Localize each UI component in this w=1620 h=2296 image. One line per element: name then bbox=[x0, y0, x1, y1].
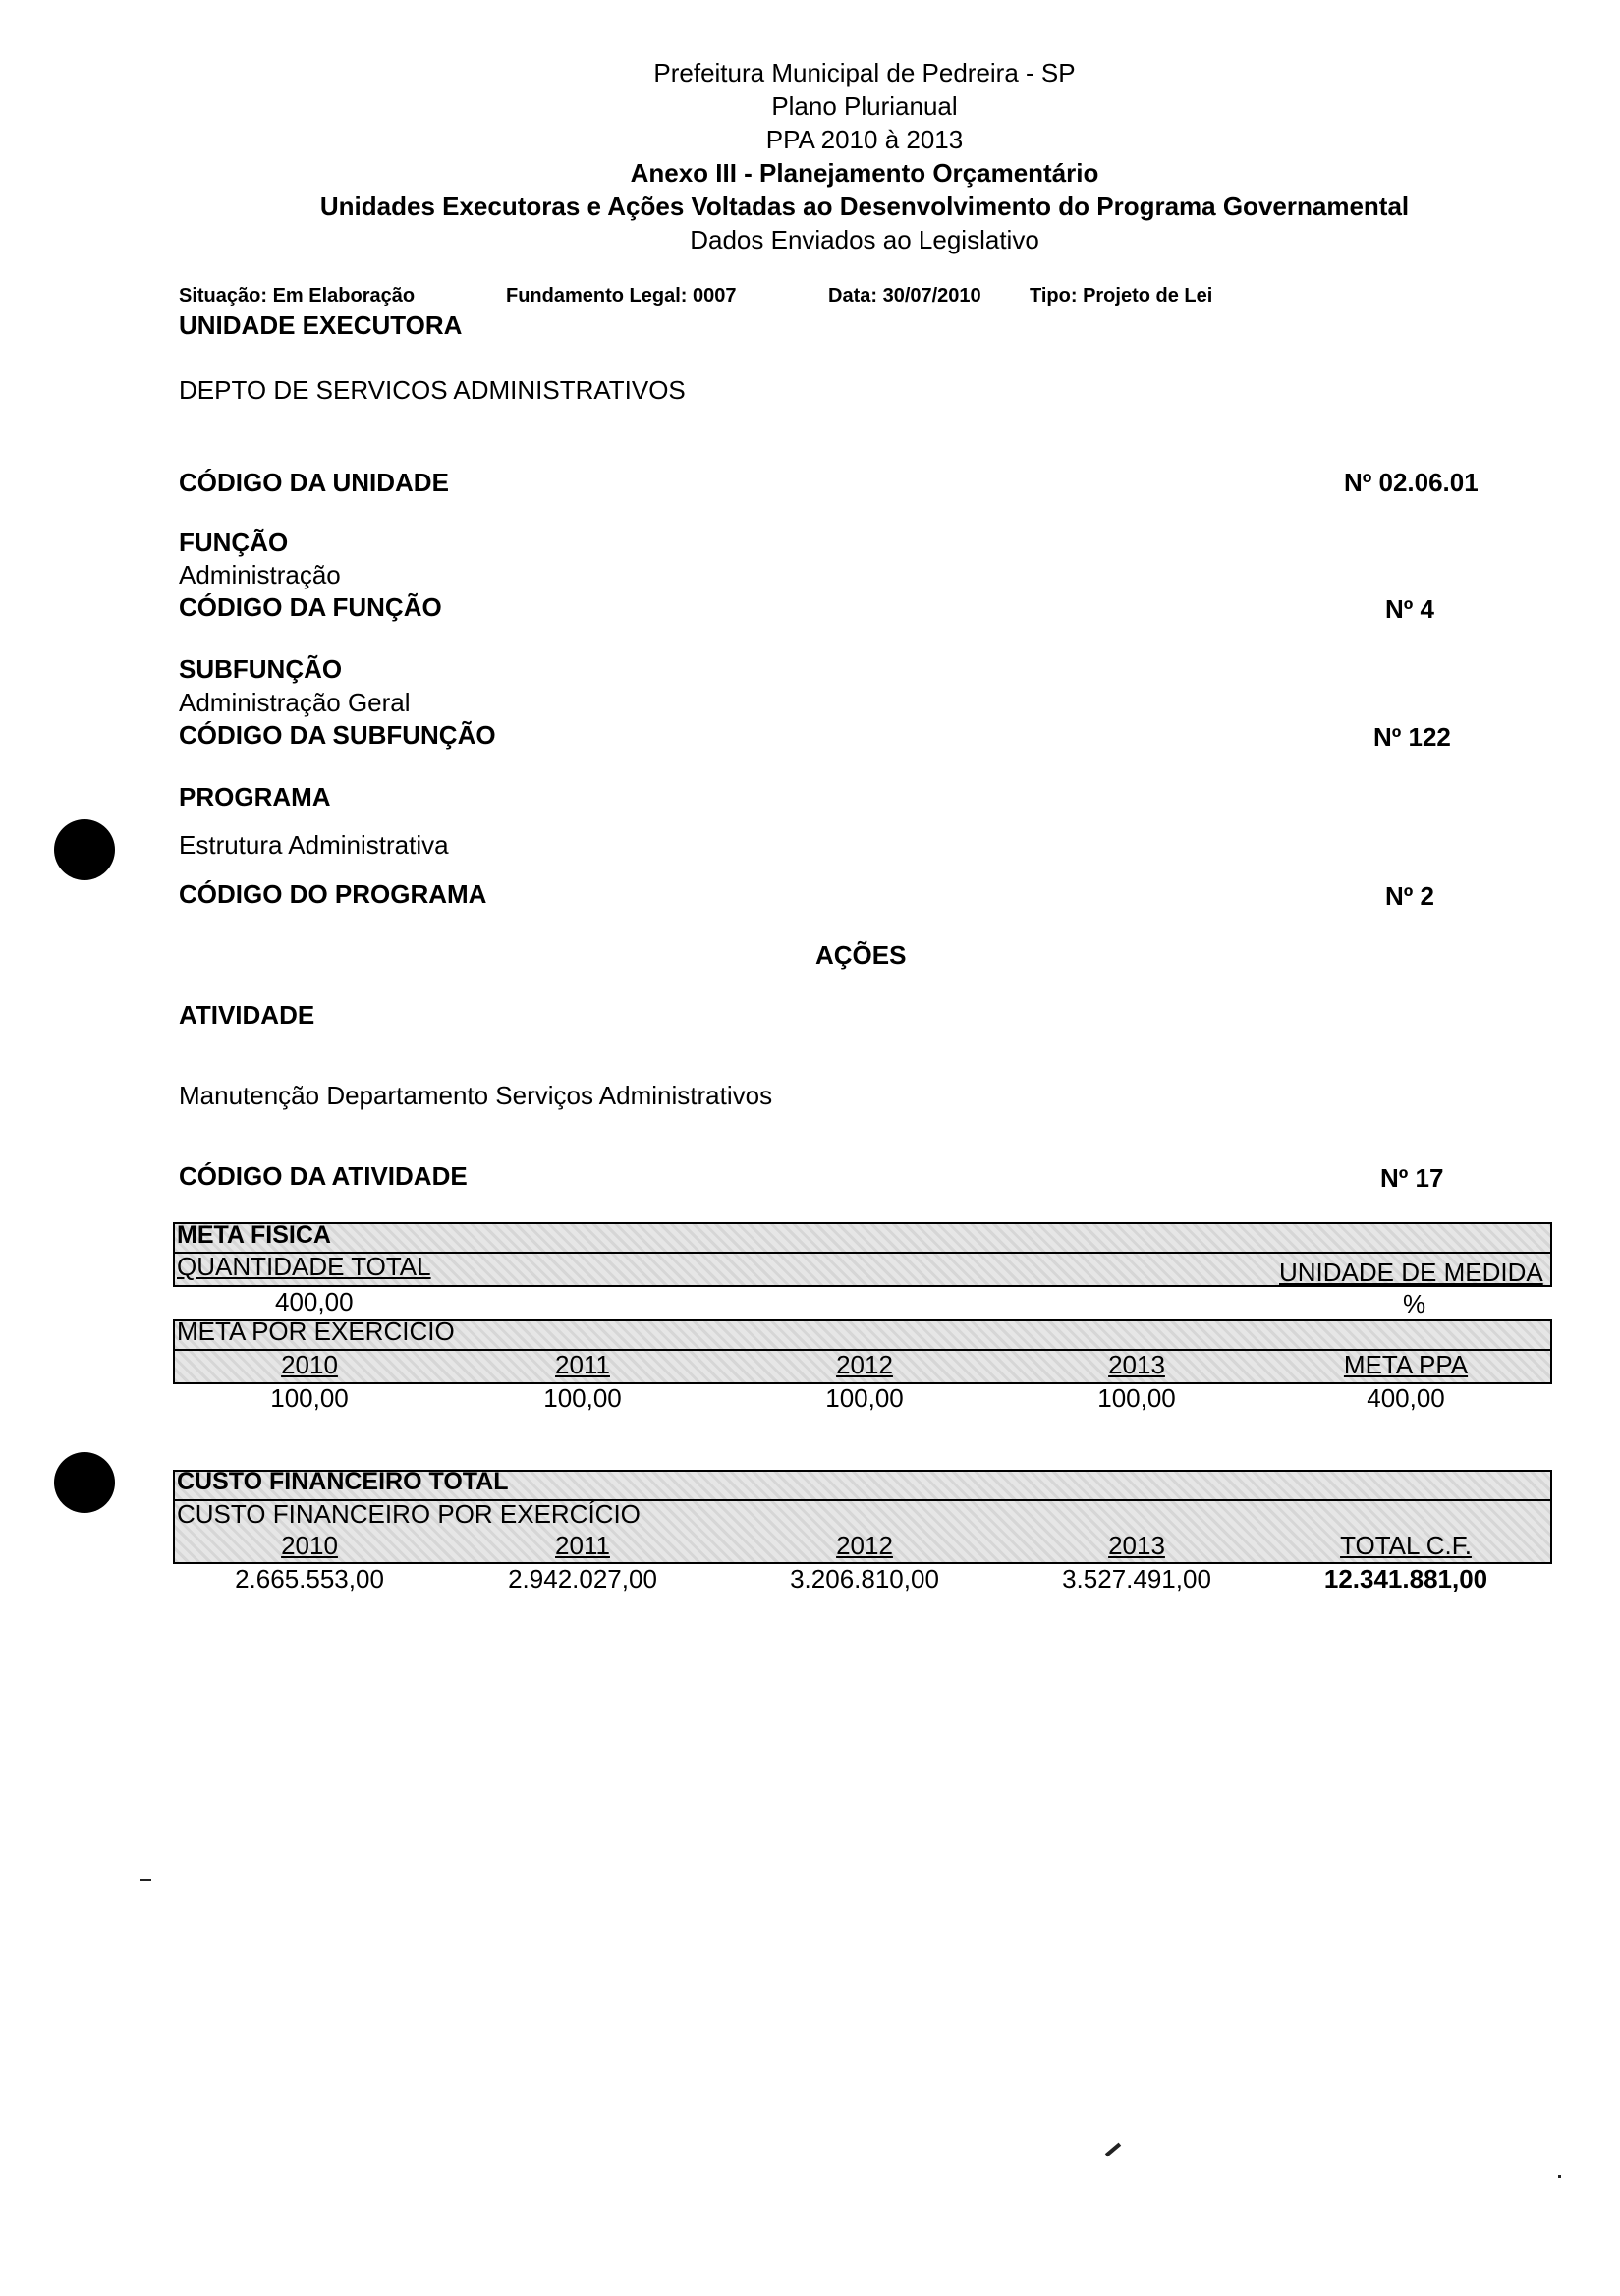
funcao-name: Administração bbox=[179, 560, 341, 589]
custo-total-value: 12.341.881,00 bbox=[1323, 1564, 1488, 1594]
meta-value-2011: 100,00 bbox=[543, 1383, 622, 1413]
meta-value-2013: 100,00 bbox=[1097, 1383, 1176, 1413]
tipo-text: Tipo: Projeto de Lei bbox=[1030, 285, 1213, 307]
meta-year-2010: 2010 bbox=[281, 1350, 338, 1379]
header-line-prefeitura: Prefeitura Municipal de Pedreira - SP bbox=[653, 58, 1076, 87]
custo-total-label: TOTAL C.F. bbox=[1340, 1531, 1472, 1560]
custo-subtitle: CUSTO FINANCEIRO POR EXERCÍCIO bbox=[177, 1499, 641, 1529]
custo-value-2013: 3.527.491,00 bbox=[1062, 1564, 1211, 1594]
scan-speck bbox=[1105, 2143, 1121, 2157]
custo-year-2011: 2011 bbox=[555, 1531, 610, 1560]
codigo-funcao-value: Nº 4 bbox=[1385, 594, 1434, 624]
meta-ppa-label: META PPA bbox=[1343, 1350, 1469, 1379]
subfuncao-name: Administração Geral bbox=[179, 688, 411, 717]
header-line-plano: Plano Plurianual bbox=[771, 91, 958, 121]
quantidade-total-label: QUANTIDADE TOTAL bbox=[177, 1252, 431, 1281]
codigo-unidade-label: CÓDIGO DA UNIDADE bbox=[179, 468, 449, 497]
scan-speck bbox=[140, 1879, 151, 1881]
custo-year-2012: 2012 bbox=[836, 1531, 893, 1560]
unidade-heading: UNIDADE EXECUTORA bbox=[179, 310, 463, 340]
data-text: Data: 30/07/2010 bbox=[828, 285, 981, 307]
meta-year-2013: 2013 bbox=[1108, 1350, 1165, 1379]
programa-name: Estrutura Administrativa bbox=[179, 830, 449, 860]
atividade-heading: ATIVIDADE bbox=[179, 1000, 315, 1030]
programa-heading: PROGRAMA bbox=[179, 782, 331, 812]
acoes-heading: AÇÕES bbox=[815, 940, 907, 970]
meta-value-2010: 100,00 bbox=[270, 1383, 349, 1413]
codigo-funcao-label: CÓDIGO DA FUNÇÃO bbox=[179, 592, 442, 622]
custo-year-2013: 2013 bbox=[1108, 1531, 1165, 1560]
punch-hole-bottom bbox=[54, 1452, 115, 1513]
custo-year-2010: 2010 bbox=[281, 1531, 338, 1560]
custo-title: CUSTO FINANCEIRO TOTAL bbox=[177, 1468, 509, 1495]
situacao-text: Situação: Em Elaboração bbox=[179, 285, 416, 307]
header-line-dados: Dados Enviados ao Legislativo bbox=[690, 225, 1039, 254]
fundamento-text: Fundamento Legal: 0007 bbox=[506, 285, 737, 307]
atividade-name: Manutenção Departamento Serviços Administrativos bbox=[179, 1081, 773, 1110]
codigo-subfuncao-value: Nº 122 bbox=[1373, 722, 1451, 752]
custo-value-2010: 2.665.553,00 bbox=[235, 1564, 384, 1594]
unidade-name: DEPTO DE SERVICOS ADMINISTRATIVOS bbox=[179, 375, 686, 405]
codigo-unidade-value: Nº 02.06.01 bbox=[1344, 468, 1479, 497]
unidade-medida-value: % bbox=[1403, 1289, 1426, 1318]
unidade-medida-label: UNIDADE DE MEDIDA bbox=[1279, 1258, 1543, 1287]
meta-fisica-title: META FISICA bbox=[177, 1221, 331, 1249]
codigo-subfuncao-label: CÓDIGO DA SUBFUNÇÃO bbox=[179, 720, 496, 750]
codigo-atividade-label: CÓDIGO DA ATIVIDADE bbox=[179, 1161, 468, 1191]
custo-value-2011: 2.942.027,00 bbox=[508, 1564, 657, 1594]
header-line-anexo: Anexo III - Planejamento Orçamentário bbox=[630, 158, 1099, 188]
header-line-ppa: PPA 2010 à 2013 bbox=[765, 125, 964, 154]
subfuncao-heading: SUBFUNÇÃO bbox=[179, 654, 343, 684]
meta-exercicio-title: META POR EXERCICIO bbox=[177, 1316, 455, 1346]
meta-year-2012: 2012 bbox=[836, 1350, 893, 1379]
scan-speck bbox=[1558, 2175, 1561, 2178]
meta-value-2012: 100,00 bbox=[825, 1383, 904, 1413]
meta-ppa-value: 400,00 bbox=[1367, 1383, 1445, 1413]
codigo-programa-value: Nº 2 bbox=[1385, 881, 1434, 911]
codigo-atividade-value: Nº 17 bbox=[1380, 1163, 1444, 1193]
header-line-unidades: Unidades Executoras e Ações Voltadas ao Desenvolvimento do Programa Governamental bbox=[319, 192, 1410, 221]
punch-hole-top bbox=[54, 819, 115, 880]
funcao-heading: FUNÇÃO bbox=[179, 528, 289, 557]
meta-year-2011: 2011 bbox=[555, 1350, 610, 1379]
quantidade-total-value: 400,00 bbox=[275, 1287, 354, 1316]
custo-value-2012: 3.206.810,00 bbox=[790, 1564, 939, 1594]
codigo-programa-label: CÓDIGO DO PROGRAMA bbox=[179, 879, 487, 909]
